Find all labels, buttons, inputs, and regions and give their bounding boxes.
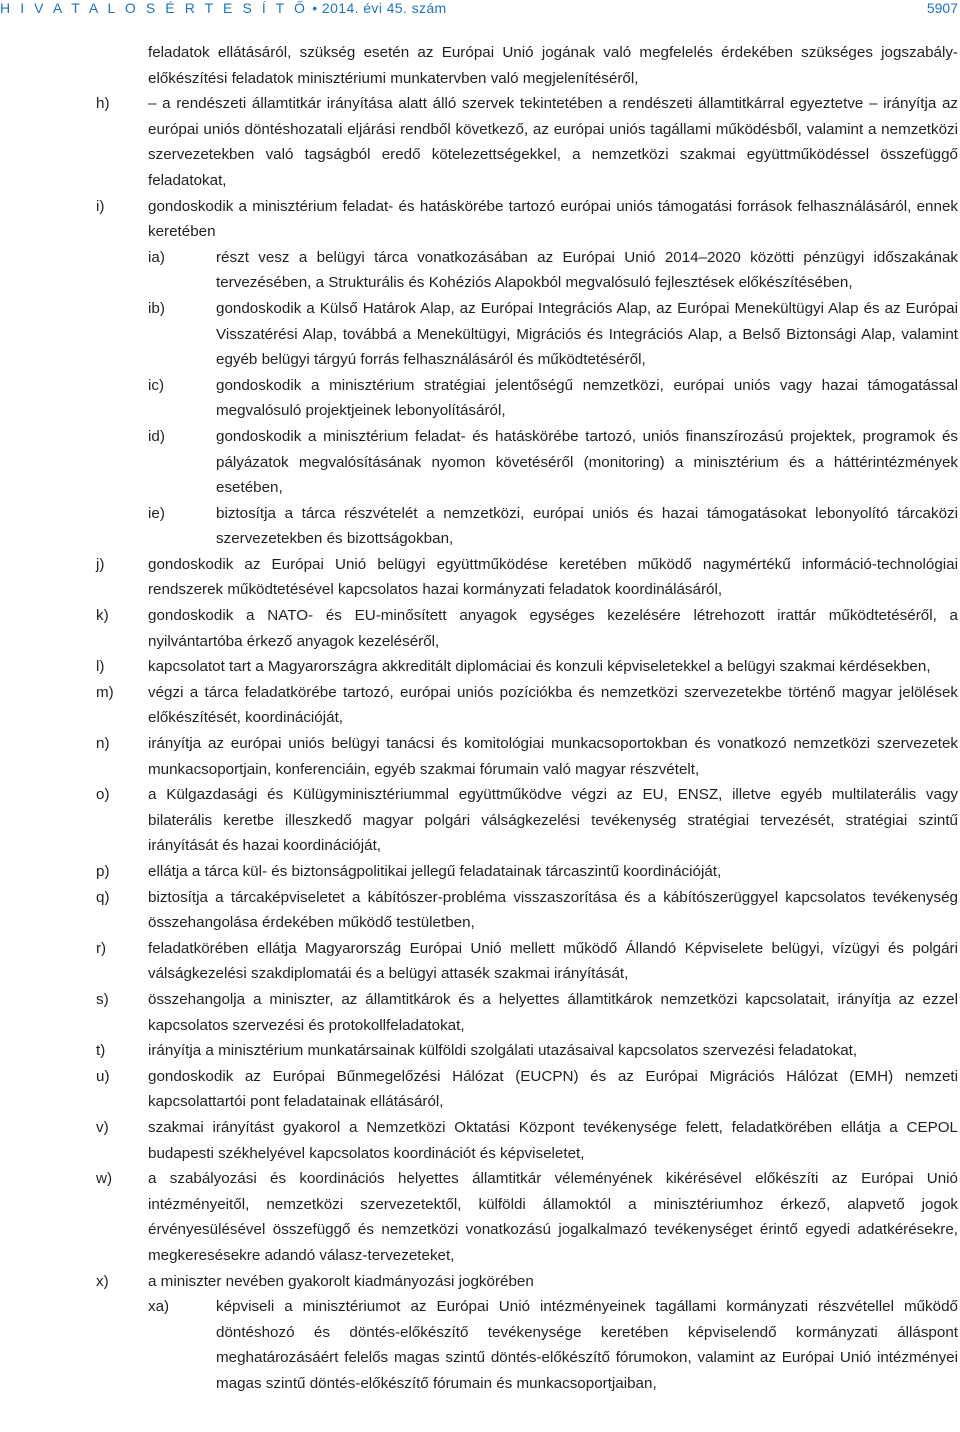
item-text: kapcsolatot tart a Magyarországra akkreditált diplomáciai és konzuli képviseletekkel a belügyi szakmai kérdésekben, xyxy=(148,658,931,676)
list-item xyxy=(0,680,960,731)
list-item xyxy=(0,654,960,680)
list-item xyxy=(0,1269,960,1295)
item-text: a szabályozási és koordinációs helyettes államtitkár véleményének kikérésével előkészíti az Európai Unió intézményeitől, nemzetközi szervezetektől, külföldi államoktól a minisztériumhoz érkező, alapvető jogok érvényesülésével összefüggő és nemzetközi vonatkozású jogalkalmazó tevékenységet érintő egyedi adatkérésekre, megkeresésekre adandó válasz-tervezeteket, xyxy=(148,1170,958,1264)
list-item xyxy=(0,552,960,603)
item-text: gondoskodik a minisztérium feladat- és hatáskörébe tartozó európai uniós támogatási források felhasználásáról, ennek keretében xyxy=(148,197,958,241)
page-header xyxy=(0,0,960,16)
item-text: irányítja az európai uniós belügyi tanácsi és komitológiai munkacsoportokban és vonatkozó nemzetközi szervezetek munkacsoportjain, konferenciáin, egyéb szakmai fórumain való magyar részvételt, xyxy=(148,735,958,778)
list-item xyxy=(0,731,960,782)
sub-list-item xyxy=(0,373,960,424)
item-label: o) xyxy=(96,786,110,804)
item-label: x) xyxy=(96,1272,109,1290)
item-label: q) xyxy=(96,888,110,906)
list-item xyxy=(0,91,960,193)
list-item xyxy=(0,194,960,245)
list-item xyxy=(0,782,960,859)
list-item xyxy=(0,1038,960,1064)
item-text: végzi a tárca feladatkörébe tartozó, európai uniós pozíciókba és nemzetközi szervezetekbe történő magyar jelölések előkészítését, koordinációját, xyxy=(148,683,958,727)
item-text: szakmai irányítást gyakorol a Nemzetközi Oktatási Központ tevékenysége felett, feladatkörében ellátja a CEPOL budapesti székhelyével kapcsolatos koordinációt és képviseletet, xyxy=(148,1118,958,1162)
item-text: – a rendészeti államtitkár irányítása alatt álló szervek tekintetében a rendészeti államtitkárral egyeztetve – irányítja az európai uniós döntéshozatali eljárási rendből következő, az európai uniós tagállami működésből, valamint a nemzetközi szervezetekben való tagságból eredő kötelezettségekkel, a nemzetközi szakmai együttműködéssel összefüggő feladatokat, xyxy=(148,95,958,189)
running-header xyxy=(0,0,447,16)
item-label: j) xyxy=(96,555,105,573)
sub-list-item xyxy=(0,296,960,373)
item-text: gondoskodik a minisztérium feladat- és hatáskörébe tartozó, uniós finanszírozású projektek, programok és pályázatok megvalósításának nyomon követéséről (monitoring) a minisztérium és a háttérintézmények esetében, xyxy=(216,427,958,497)
item-text: gondoskodik a NATO- és EU-minősített anyagok egységes kezelésére létrehozott irattár működtetéséről, a nyilvántartóba érkező anyagok kezeléséről, xyxy=(148,607,958,650)
item-label: n) xyxy=(96,735,110,753)
list-item xyxy=(0,885,960,936)
item-text: összehangolja a miniszter, az államtitkárok és a helyettes államtitkárok nemzetközi kapcsolatait, irányítja az ezzel kapcsolatos szervezési és protokollfeladatokat, xyxy=(148,990,958,1034)
item-label: v) xyxy=(96,1118,109,1136)
header-separator: • xyxy=(312,0,318,16)
item-label: p) xyxy=(96,863,110,880)
item-label: t) xyxy=(96,1042,106,1060)
item-text: biztosítja a tárca részvételét a nemzetközi, európai uniós és hazai támogatásokat lebonyolító tárcaközi szervezetekben és bizottságokban, xyxy=(216,504,958,548)
item-label: u) xyxy=(96,1067,110,1085)
item-text: gondoskodik az Európai Unió belügyi együttműködése keretében működő nagymértékű információ-technológiai rendszerek működtetésével kapcsolatos hazai kormányzati feladatok koordinálásáról, xyxy=(148,555,958,599)
item-text: feladatok ellátásáról, szükség esetén az Európai Unió jogának való megfelelés érdekében szükséges jogszabály-előkészítési feladatok minisztériumi munkatervben való megjelenítéséről, xyxy=(148,44,958,87)
item-label: r) xyxy=(96,939,107,957)
issue-label: 2014. évi 45. szám xyxy=(321,0,447,16)
item-text: a miniszter nevében gyakorolt kiadmányozási jogkörében xyxy=(148,1272,534,1290)
list-item xyxy=(0,859,960,885)
item-text: gondoskodik a Külső Határok Alap, az Európai Integrációs Alap, az Európai Menekültügyi Alap és az Európai Visszatérési Alap, továbbá a Menekültügyi, Migrációs és Integrációs Alap, a Belső Biztonsági Alap, valamint egyéb belügyi tárgyú forrás felhasználásáról és működtetéséről, xyxy=(216,299,958,369)
page-number: 5907 xyxy=(926,0,958,16)
item-text: részt vesz a belügyi tárca vonatkozásában az Európai Unió 2014–2020 közötti pénzügyi időszakának tervezésében, a Strukturális és Kohéziós Alapokból megvalósuló fejlesztések előkészítésében, xyxy=(216,248,958,292)
item-label: ib) xyxy=(148,299,165,317)
item-text: biztosítja a tárcaképviseletet a kábítószer-probléma visszaszorítása és a kábítószerüggyel kapcsolatos tevékenység összehangolása érdekében működő testületben, xyxy=(148,888,958,932)
item-text: feladatkörében ellátja Magyarország Európai Unió mellett működő Állandó Képviselete belügyi, vízügyi és polgári válságkezelési szakdiplomatái és a belügyi attasék szakmai irányítását, xyxy=(148,939,958,983)
sub-list-item xyxy=(0,424,960,501)
list-item xyxy=(0,1166,960,1268)
list-item xyxy=(0,987,960,1038)
list-item xyxy=(0,40,960,91)
item-label: ic) xyxy=(148,376,165,394)
list-item xyxy=(0,603,960,654)
item-label: w) xyxy=(96,1170,113,1188)
item-label: l) xyxy=(96,658,105,676)
item-text: gondoskodik az Európai Bűnmegelőzési Hálózat (EUCPN) és az Európai Migrációs Hálózat (EMH) nemzeti kapcsolattartói pont feladatainak ellátásáról, xyxy=(148,1067,958,1111)
sub-list-item xyxy=(0,245,960,296)
list-item xyxy=(0,936,960,987)
item-text: ellátja a tárca kül- és biztonságpolitikai jellegű feladatainak tárcaszintű koordinációját, xyxy=(148,863,722,880)
publication-title: H I V A T A L O S É R T E S Í T Ő xyxy=(0,0,308,16)
item-label: id) xyxy=(148,427,165,445)
list-item xyxy=(0,1115,960,1166)
item-label: m) xyxy=(96,683,114,701)
sub-list-item xyxy=(0,1294,960,1396)
item-label: s) xyxy=(96,990,109,1008)
item-text: képviseli a minisztériumot az Európai Unió intézményeinek tagállami kormányzati részvétellel működő döntéshozó és döntés-előkészítő tevékenysége keretében képviselendő kormányzati álláspont meghatározásáért felelős magas szintű döntés-előkészítő fórumokon, valamint az Európai Unió intézményei magas szintű döntés-előkészítő fórumain és munkacsoportjaiban, xyxy=(216,1298,958,1392)
item-label: h) xyxy=(96,95,110,113)
item-label: k) xyxy=(96,607,109,625)
item-label: xa) xyxy=(148,1298,170,1316)
item-label: ia) xyxy=(148,248,165,266)
item-label: i) xyxy=(96,197,105,215)
item-text: irányítja a minisztérium munkatársainak külföldi szolgálati utazásaival kapcsolatos szervezési feladatokat, xyxy=(148,1042,858,1060)
item-text: gondoskodik a minisztérium stratégiai jelentőségű nemzetközi, európai uniós vagy hazai támogatással megvalósuló projektjeinek lebonyolításáról, xyxy=(216,376,958,420)
sub-list-item xyxy=(0,501,960,552)
item-label: ie) xyxy=(148,504,165,522)
list-item xyxy=(0,1064,960,1115)
document-body xyxy=(0,40,960,1396)
item-text: a Külgazdasági és Külügyminisztériummal együttműködve végzi az EU, ENSZ, illetve egyéb multilaterális vagy bilaterális keretbe illeszkedő magyar polgári válságkezelési tevékenység stratégiai tervezését, stratégiai szintű irányítását és hazai koordinációját, xyxy=(148,786,958,855)
